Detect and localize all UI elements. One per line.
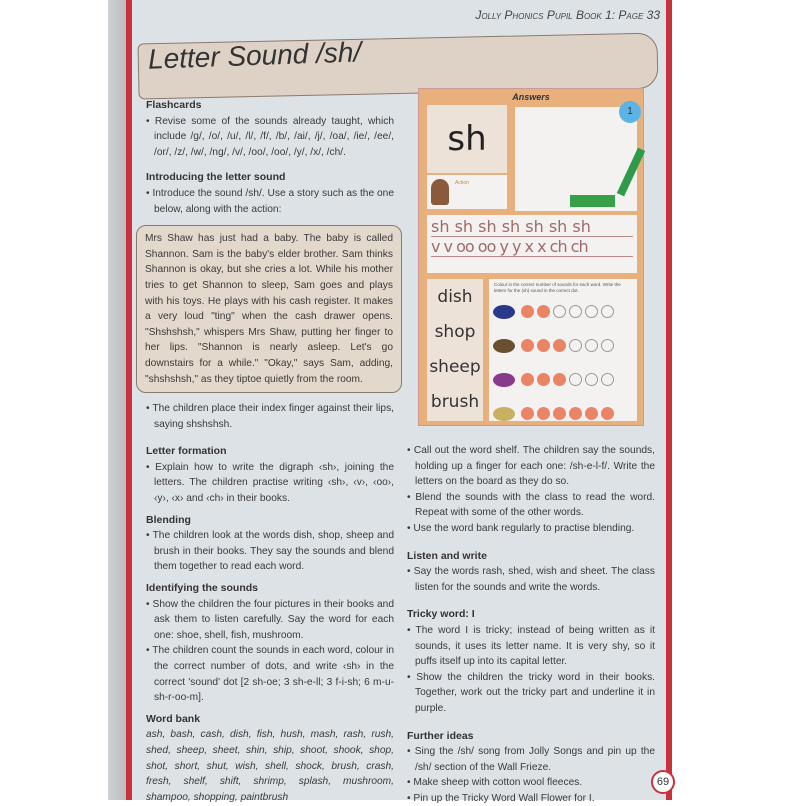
answers-panel — [418, 88, 644, 426]
section-heading: Blending — [146, 513, 191, 526]
empty-dot — [585, 373, 598, 386]
filled-dot — [553, 339, 566, 352]
list-item: • The children place their index finger against their lips, saying shshshsh. — [146, 401, 394, 432]
list-item: • Sing the /sh/ song from Jolly Songs and pin up the /sh/ section of the Wall Frieze. — [407, 744, 655, 775]
filled-dot — [537, 305, 550, 318]
list-item: • Use the word bank regularly to practise blending. — [407, 521, 655, 537]
action-label: Action — [455, 180, 469, 186]
right-column — [407, 443, 655, 806]
story-box: Mrs Shaw has just had a baby. The baby is called Shannon. Sam is the baby's elder brother. Sam thinks Shannon is okay, but she cries a lot. While his mother tries to get Shannon to sleep, Sam goes and plays with his toys. He plays with his cash register. It makes a very loud "ting" when the cash drawer opens. "Shshshsh," whispers Mrs Shaw, putting her finger to her lips. "Shannon is nearly asleep. Let's go downstairs for a while." "Okay," says Sam, adding, "shshshsh," as they tiptoe quietly from the room. — [136, 225, 402, 393]
section-heading: Identifying the sounds — [146, 582, 258, 595]
filled-dot — [521, 407, 534, 420]
word-bank-text: ash, bash, cash, dish, fish, hush, mash, rash, rush, shed, sheep, sheet, shin, ship, shoot, shook, shop, shot, short, shut, wish, shell, shock, brush, crash, fresh, shelf, shift, shrimp, splash, mushroom, shampoo, shopping, paintbrush — [146, 729, 394, 803]
filled-dot — [521, 305, 534, 318]
list-item: • Make sheep with cotton wool fleeces. — [407, 775, 655, 791]
section-heading: Flashcards — [146, 99, 202, 111]
empty-dot — [601, 373, 614, 386]
filled-dot — [553, 373, 566, 386]
sound-dot-row — [521, 373, 614, 386]
word-list — [427, 279, 483, 421]
word: brush — [430, 392, 480, 412]
section-heading: Listen and write — [407, 549, 487, 562]
word: sheep — [429, 357, 481, 377]
page-badge: 1 — [619, 101, 641, 123]
handwriting-row: v v oo oo y y x x ch ch — [431, 237, 633, 257]
fish-picture — [493, 373, 515, 387]
empty-dot — [601, 339, 614, 352]
letter-card: sh — [427, 105, 507, 173]
page-title: Letter Sound /sh/ — [147, 36, 362, 75]
section-heading: Tricky word: I — [407, 608, 475, 621]
sound-dot-row — [521, 407, 614, 420]
child-icon — [431, 179, 449, 205]
filled-dot — [553, 407, 566, 420]
list-item: • Explain how to write the digraph ‹sh›, joining the letters. The children practise writing ‹sh›, ‹v›, ‹oo›, ‹y›, ‹x› and ‹ch› in their books. — [146, 460, 394, 507]
writing-practice — [427, 215, 637, 273]
empty-dot — [569, 305, 582, 318]
empty-dot — [601, 305, 614, 318]
word: shop — [434, 322, 476, 342]
shoe-picture — [493, 305, 515, 319]
grass-colouring — [570, 195, 615, 207]
handwriting-row: sh sh sh sh sh sh sh — [431, 217, 633, 237]
list-item: • The children look at the words dish, shop, sheep and brush in their books. They say the sounds and blend them together to read each word. — [146, 528, 394, 575]
previous-page-edge — [108, 0, 128, 800]
filled-dot — [569, 407, 582, 420]
running-head: Jolly Phonics Pupil Book 1: Page 33 — [475, 8, 660, 22]
shell-picture — [493, 339, 515, 353]
list-item: • Revise some of the sounds already taught, which include /g/, /o/, /u/, /l/, /f/, /b/, /ai/, /j/, /oa/, /ie/, /ee/, /or/, /z/, /w/, /ng/, /v/, /oo/, /oo/, /y/, /x/, /ch/. — [146, 114, 394, 161]
list-item: • Introduce the sound /sh/. Use a story such as the one below, along with the action: — [146, 186, 394, 217]
sound-dot-row — [521, 339, 614, 352]
empty-dot — [585, 339, 598, 352]
mushroom-picture — [493, 407, 515, 421]
list-item: • Show the children the four pictures in their books and ask them to listen carefully. Say the word for each one: shoe, shell, fish, mushroom. — [146, 597, 394, 644]
filled-dot — [537, 339, 550, 352]
filled-dot — [601, 407, 614, 420]
colouring-picture — [515, 107, 637, 211]
list-item: • The word I is tricky; instead of being written as it sounds, it uses its letter name. It is very shy, so it puffs itself up into its capital letter. — [407, 623, 655, 670]
section-heading: Word bank — [146, 712, 201, 725]
filled-dot — [521, 339, 534, 352]
sound-dot-row — [521, 305, 614, 318]
list-item: • Call out the word shelf. The children say the sounds, holding up a finger for each one: /sh-e-l-f/. Write the letters on the board as they do so. — [407, 443, 655, 490]
action-card — [427, 175, 507, 209]
left-column — [146, 92, 394, 805]
list-item: • Pin up the Tricky Word Wall Flower for I. — [407, 791, 655, 806]
list-item: • Blend the sounds with the class to read the word. Repeat with some of the other words. — [407, 490, 655, 521]
pencil-icon — [617, 148, 645, 197]
word: dish — [437, 287, 473, 307]
sound-dots-exercise — [489, 279, 637, 421]
filled-dot — [585, 407, 598, 420]
page-number: 69 — [651, 770, 675, 794]
instruction: Colour in the correct number of sounds for each word. Write the letters for the (sh) sound in the correct dot. — [494, 282, 621, 293]
filled-dot — [537, 407, 550, 420]
list-item: • Say the words rash, shed, wish and sheet. The class listen for the sounds and write the words. — [407, 564, 655, 595]
empty-dot — [585, 305, 598, 318]
filled-dot — [537, 373, 550, 386]
list-item: • The children count the sounds in each word, colour in the correct number of dots, and write ‹sh› in the correct 'sound' dot [2 sh-oe; 3 sh-e-ll; 3 f-i-sh; 6 m-u-sh-r-oo-m]. — [146, 643, 394, 705]
empty-dot — [569, 373, 582, 386]
empty-dot — [553, 305, 566, 318]
filled-dot — [521, 373, 534, 386]
right-red-border — [666, 0, 672, 800]
section-heading: Further ideas — [407, 729, 474, 742]
section-heading: Letter formation — [146, 445, 227, 458]
panel-title: Answers — [512, 92, 550, 102]
section-heading: Introducing the letter sound — [146, 171, 286, 184]
list-item: • Show the children the tricky word in their books. Together, work out the tricky part and underline it in purple. — [407, 670, 655, 717]
empty-dot — [569, 339, 582, 352]
